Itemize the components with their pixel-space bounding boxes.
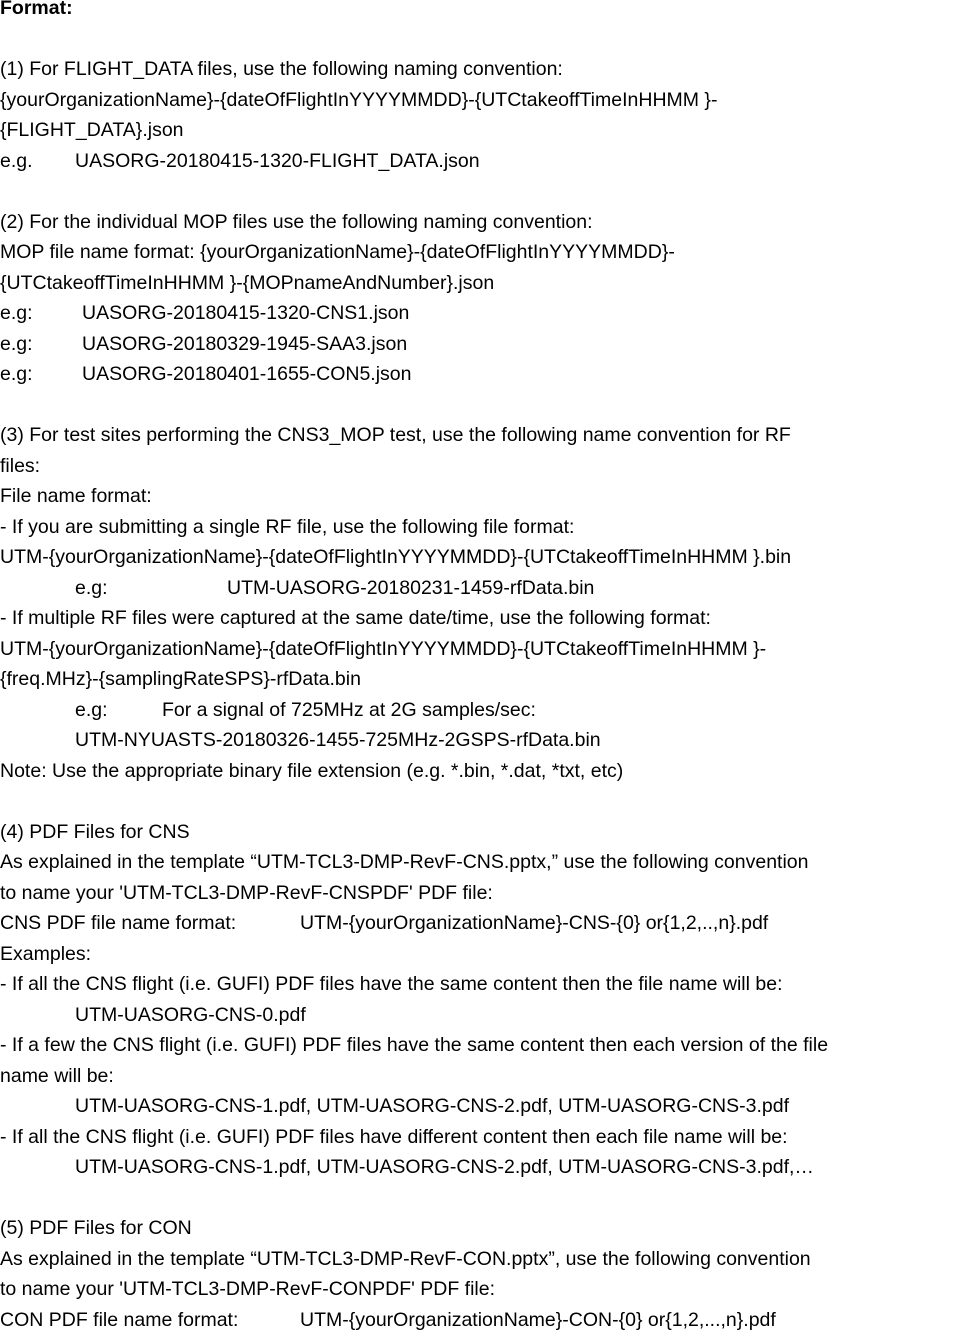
section-3-multi-example-filename: UTM-NYUASTS-20180326-1455-725MHz-2GSPS-rfData.bin <box>0 725 959 756</box>
section-4-case-2-line-1: - If a few the CNS flight (i.e. GUFI) PDF files have the same content then each version of the file <box>0 1030 959 1061</box>
example-label: e.g: <box>75 695 162 726</box>
example-label: e.g: <box>75 573 227 604</box>
section-3-single-example <box>0 573 959 604</box>
section-4-case-3-filenames: UTM-UASORG-CNS-1.pdf, UTM-UASORG-CNS-2.pdf, UTM-UASORG-CNS-3.pdf,… <box>0 1152 959 1183</box>
example-label: e.g: <box>0 298 82 329</box>
section-4-examples-label: Examples: <box>0 939 959 970</box>
example-description: For a signal of 725MHz at 2G samples/sec: <box>162 699 536 721</box>
format-label: CON PDF file name format: <box>0 1305 300 1335</box>
section-2-example-1 <box>0 298 959 329</box>
format-value: UTM-{yourOrganizationName}-CON-{0} or{1,2,...,n}.pdf <box>300 1309 776 1331</box>
section-2-example-2 <box>0 329 959 360</box>
section-3-multi-intro: - If multiple RF files were captured at the same date/time, use the following format: <box>0 603 959 634</box>
example-filename: UASORG-20180401-1655-CON5.json <box>82 363 412 385</box>
section-4-case-1: - If all the CNS flight (i.e. GUFI) PDF files have the same content then the file name will be: <box>0 969 959 1000</box>
blank-line <box>0 1183 959 1214</box>
section-4-case-2-line-2: name will be: <box>0 1061 959 1092</box>
section-3-single-format: UTM-{yourOrganizationName}-{dateOfFlightInYYYYMMDD}-{UTCtakeoffTimeInHHMM }.bin <box>0 542 959 573</box>
section-4-case-2-filenames: UTM-UASORG-CNS-1.pdf, UTM-UASORG-CNS-2.pdf, UTM-UASORG-CNS-3.pdf <box>0 1091 959 1122</box>
example-filename: UASORG-20180329-1945-SAA3.json <box>82 333 407 355</box>
section-3-format-label: File name format: <box>0 481 959 512</box>
blank-line <box>0 24 959 55</box>
format-value: UTM-{yourOrganizationName}-CNS-{0} or{1,2,..,n}.pdf <box>300 912 768 934</box>
section-2-title: (2) For the individual MOP files use the following naming convention: <box>0 207 959 238</box>
section-3-single-intro: - If you are submitting a single RF file, use the following file format: <box>0 512 959 543</box>
section-1-format-line-1: {yourOrganizationName}-{dateOfFlightInYYYYMMDD}-{UTCtakeoffTimeInHHMM }- <box>0 85 959 116</box>
section-4-case-3: - If all the CNS flight (i.e. GUFI) PDF files have different content then each file name will be: <box>0 1122 959 1153</box>
section-4-intro-line-2: to name your 'UTM-TCL3-DMP-RevF-CNSPDF' PDF file: <box>0 878 959 909</box>
section-4-case-1-filename: UTM-UASORG-CNS-0.pdf <box>0 1000 959 1031</box>
section-2-format-line-2: {UTCtakeoffTimeInHHMM }-{MOPnameAndNumber}.json <box>0 268 959 299</box>
section-4-intro-line-1: As explained in the template “UTM-TCL3-DMP-RevF-CNS.pptx,” use the following convention <box>0 847 959 878</box>
blank-line <box>0 786 959 817</box>
section-3-title-line-2: files: <box>0 451 959 482</box>
section-3-title-line-1: (3) For test sites performing the CNS3_MOP test, use the following name convention for RF <box>0 420 959 451</box>
section-5-intro-line-1: As explained in the template “UTM-TCL3-DMP-RevF-CON.pptx”, use the following convention <box>0 1244 959 1275</box>
section-3-note: Note: Use the appropriate binary file extension (e.g. *.bin, *.dat, *txt, etc) <box>0 756 959 787</box>
blank-line <box>0 176 959 207</box>
section-1-example <box>0 146 959 177</box>
section-5-intro-line-2: to name your 'UTM-TCL3-DMP-RevF-CONPDF' PDF file: <box>0 1274 959 1305</box>
section-5-format <box>0 1305 959 1335</box>
section-5-title: (5) PDF Files for CON <box>0 1213 959 1244</box>
section-1-format-line-2: {FLIGHT_DATA}.json <box>0 115 959 146</box>
section-2-format-line-1: MOP file name format: {yourOrganizationName}-{dateOfFlightInYYYYMMDD}- <box>0 237 959 268</box>
section-4-title: (4) PDF Files for CNS <box>0 817 959 848</box>
example-label: e.g: <box>0 359 82 390</box>
section-2-example-3 <box>0 359 959 390</box>
blank-line <box>0 390 959 421</box>
section-1-title: (1) For FLIGHT_DATA files, use the following naming convention: <box>0 54 959 85</box>
example-filename: UASORG-20180415-1320-FLIGHT_DATA.json <box>75 150 480 172</box>
section-3-multi-format-line-2: {freq.MHz}-{samplingRateSPS}-rfData.bin <box>0 664 959 695</box>
example-label: e.g. <box>0 146 75 177</box>
example-filename: UASORG-20180415-1320-CNS1.json <box>82 302 409 324</box>
section-3-multi-example <box>0 695 959 726</box>
example-label: e.g: <box>0 329 82 360</box>
example-filename: UTM-UASORG-20180231-1459-rfData.bin <box>227 577 594 599</box>
section-3-multi-format-line-1: UTM-{yourOrganizationName}-{dateOfFlightInYYYYMMDD}-{UTCtakeoffTimeInHHMM }- <box>0 634 959 665</box>
section-4-format <box>0 908 959 939</box>
format-label: CNS PDF file name format: <box>0 908 300 939</box>
document-heading: Format: <box>0 0 959 24</box>
